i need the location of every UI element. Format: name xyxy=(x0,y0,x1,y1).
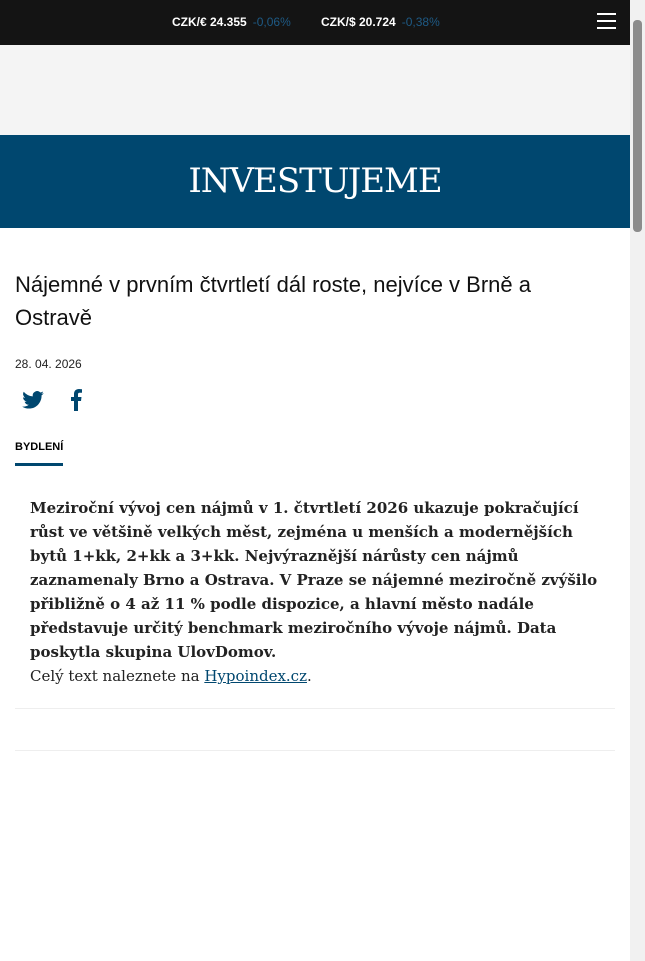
twitter-icon[interactable] xyxy=(22,391,44,409)
source-suffix: . xyxy=(306,667,312,685)
eur-rate xyxy=(172,15,291,29)
eur-rate-change: -0,06% xyxy=(252,15,291,29)
article-title: Nájemné v prvním čtvrtletí dál roste, nejvíce v Brně a Ostravě xyxy=(15,272,531,330)
source-note xyxy=(30,667,312,685)
brand-logo[interactable]: INVESTUJEME xyxy=(0,135,630,228)
scrollbar-thumb[interactable] xyxy=(633,20,642,232)
usd-rate xyxy=(321,15,440,29)
category-tag[interactable]: BYDLENÍ xyxy=(15,441,63,466)
top-bar xyxy=(0,0,645,45)
usd-rate-change: -0,38% xyxy=(401,15,440,29)
usd-rate-value: CZK/$ 20.724 xyxy=(321,15,396,29)
facebook-icon[interactable] xyxy=(70,389,82,411)
article-date: 28. 04. 2026 xyxy=(15,357,82,371)
divider xyxy=(15,750,615,751)
eur-rate-value: CZK/€ 24.355 xyxy=(172,15,247,29)
ad-space xyxy=(0,45,645,135)
lead-text: Meziroční vývoj cen nájmů v 1. čtvrtletí 2026 ukazuje pokračující růst ve většině velkých měst, zejména u menších a modernějších bytů 1+kk, 2+kk a 3+kk. Nejvýraznější nárůsty cen nájmů zaznamenaly Brno a Ostrava. V Praze se nájemné meziročně zvýšilo přibližně o 4 až 11 % podle dispozice, a hlavní město nadále představuje určitý benchmark meziročního vývoje nájmů. Data poskytla skupina UlovDomov. xyxy=(30,499,598,661)
divider xyxy=(15,708,615,709)
scrollbar[interactable] xyxy=(630,0,645,961)
hamburger-menu-icon[interactable] xyxy=(597,13,616,34)
source-prefix: Celý text naleznete na xyxy=(30,667,205,685)
article-lead xyxy=(30,496,600,688)
source-link[interactable]: Hypoindex.cz xyxy=(204,667,307,685)
